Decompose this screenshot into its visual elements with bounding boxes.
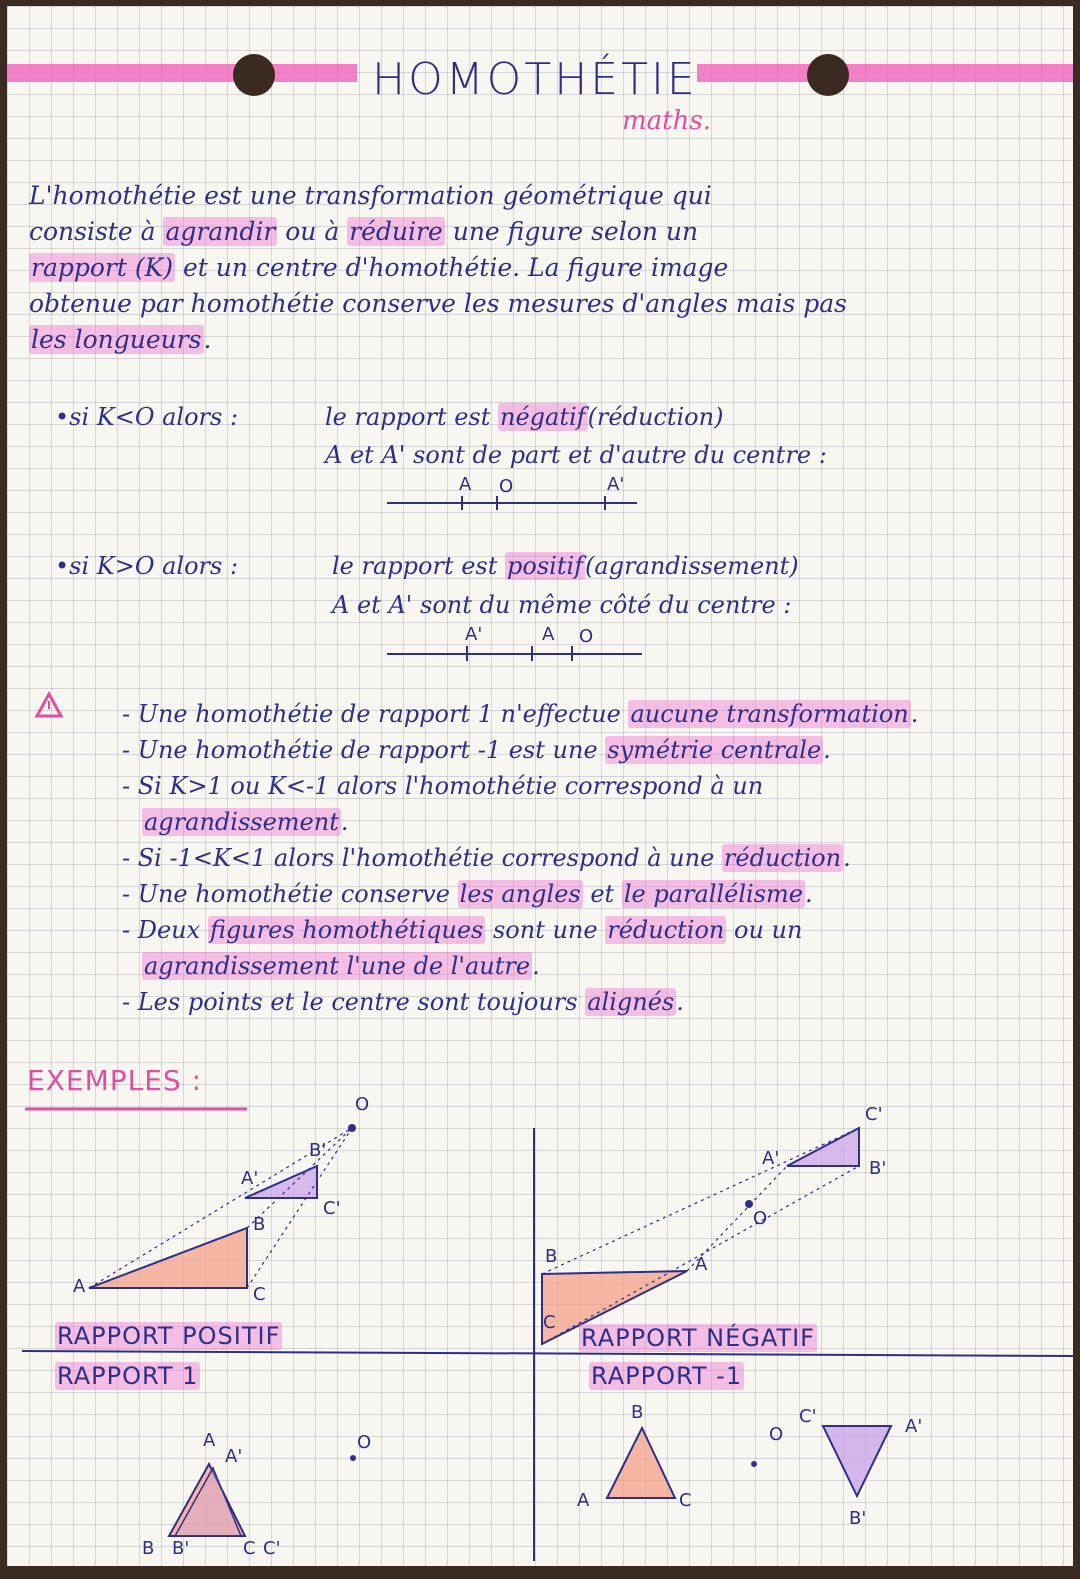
note-line: - Si K>1 ou K<-1 alors l'homothétie correspond à un — [122, 772, 764, 800]
point-label: C' — [865, 1104, 883, 1125]
warning-triangle-icon — [37, 694, 61, 716]
horizontal-divider — [22, 1351, 1073, 1356]
triangle-ABC — [89, 1228, 247, 1288]
number-line-negative — [387, 496, 637, 510]
highlight: les angles — [459, 880, 581, 908]
point-label: C — [243, 1538, 256, 1559]
highlight: rapport (K) — [31, 253, 174, 282]
point-label: A' — [241, 1168, 259, 1189]
point-label: B' — [309, 1140, 327, 1161]
point-label: O — [753, 1208, 768, 1229]
highlight: le parallélisme — [623, 880, 803, 908]
triangle-A2B2C2 — [175, 1468, 241, 1536]
point-label-O: O — [579, 626, 594, 647]
highlight: aucune transformation — [630, 700, 909, 728]
point-label-A: A — [459, 474, 472, 495]
text: le rapport est — [332, 552, 506, 580]
point-label-A: A — [542, 624, 555, 645]
text: . — [532, 952, 540, 980]
point-label: C' — [799, 1406, 817, 1427]
text: sont une — [485, 916, 606, 944]
triangle-A2B2C2 — [787, 1128, 859, 1166]
caption-ratio-1 — [55, 1362, 200, 1390]
rule-positive-text2: A et A' sont du même côté du centre : — [332, 591, 792, 619]
text: une figure selon un — [444, 217, 699, 246]
text: consiste à — [29, 217, 164, 246]
text: . — [843, 844, 851, 872]
center-point-O — [751, 1461, 757, 1467]
point-label: C' — [263, 1538, 281, 1559]
text: (réduction) — [587, 403, 724, 431]
text: (agrandissement) — [585, 552, 799, 580]
point-label: C — [543, 1312, 556, 1333]
point-label-O: O — [499, 476, 514, 497]
point-label-A-prime: A' — [465, 624, 483, 645]
intro-line: obtenue par homothétie conserve les mesures d'angles mais pas — [29, 289, 847, 318]
text: . — [804, 880, 813, 908]
point-label: B — [545, 1246, 558, 1267]
point-label: O — [769, 1424, 784, 1445]
caption-negative — [579, 1324, 817, 1352]
point-label-A-prime: A' — [607, 474, 625, 495]
highlight: RAPPORT NÉGATIF — [581, 1324, 815, 1352]
highlight: réduire — [349, 217, 443, 246]
triangle-ABC — [607, 1428, 675, 1498]
point-label: B — [631, 1402, 644, 1423]
text: . — [340, 808, 349, 836]
point-label: A' — [762, 1148, 780, 1169]
point-label: C — [253, 1284, 266, 1305]
page-title: HOMOTHÉTIE — [372, 54, 698, 105]
text: ou un — [726, 916, 803, 944]
highlight: agrandissement — [144, 808, 339, 836]
highlight: positif — [507, 552, 584, 580]
text: . — [823, 736, 831, 764]
text: - Une homothétie de rapport -1 est une — [122, 736, 606, 764]
point-label: A' — [905, 1416, 923, 1437]
highlight: RAPPORT -1 — [591, 1362, 743, 1390]
text: - Une homothétie conserve — [122, 880, 458, 908]
construction-line — [542, 1128, 859, 1274]
point-label: C' — [323, 1198, 341, 1219]
examples-heading: EXEMPLES : — [27, 1064, 203, 1097]
point-label: A' — [225, 1446, 243, 1467]
text: . — [910, 700, 919, 728]
point-label: B' — [869, 1158, 887, 1179]
example-ratio-minus-1 — [607, 1426, 891, 1498]
highlight: agrandir — [165, 217, 276, 246]
point-label: C — [679, 1490, 692, 1511]
triangle-A2B2C2 — [823, 1426, 891, 1496]
notebook-page — [7, 6, 1073, 1566]
point-label: B' — [849, 1508, 867, 1529]
highlight: réduction — [723, 844, 842, 872]
subject-label: maths. — [622, 106, 711, 136]
caption-positive — [55, 1322, 282, 1350]
highlight: alignés — [587, 988, 675, 1016]
text: . — [676, 988, 684, 1016]
text: et — [582, 880, 622, 908]
highlight: figures homothétiques — [209, 916, 484, 944]
rule-negative-text2: A et A' sont de part et d'autre du centre : — [325, 441, 827, 469]
highlight: réduction — [607, 916, 725, 944]
center-point-O — [745, 1200, 753, 1208]
example-ratio-1 — [169, 1455, 356, 1536]
point-label: A — [695, 1254, 708, 1275]
point-label: B — [142, 1538, 155, 1559]
text: . — [203, 325, 212, 354]
text: - Les points et le centre sont toujours — [122, 988, 586, 1016]
highlight: agrandissement l'une de l'autre — [144, 952, 531, 980]
text: - Une homothétie de rapport 1 n'effectue — [122, 700, 629, 728]
highlight: RAPPORT POSITIF — [57, 1322, 281, 1350]
center-point-O — [348, 1124, 356, 1132]
center-point-O — [350, 1455, 356, 1461]
point-label: A — [577, 1490, 590, 1511]
text: ou à — [277, 217, 348, 246]
text: et un centre d'homothétie. La figure image — [175, 253, 729, 282]
point-label: B' — [172, 1538, 190, 1559]
text: - Si -1<K<1 alors l'homothétie correspond à une — [122, 844, 722, 872]
intro-line: L'homothétie est une transformation géométrique qui — [29, 181, 712, 210]
rule-negative-condition: •si K<O alors : — [55, 403, 239, 431]
point-label: O — [355, 1094, 370, 1115]
caption-ratio-minus-1 — [589, 1362, 744, 1390]
point-label: O — [357, 1432, 372, 1453]
highlight: négatif — [500, 403, 586, 431]
text: le rapport est — [325, 403, 499, 431]
text: - Deux — [122, 916, 208, 944]
highlight: symétrie centrale — [607, 736, 822, 764]
highlight: les longueurs — [31, 325, 202, 354]
example-negative — [542, 1128, 859, 1344]
highlight: RAPPORT 1 — [57, 1362, 199, 1390]
point-label: A — [73, 1276, 86, 1297]
point-label: B — [253, 1214, 266, 1235]
number-line-positive — [387, 646, 642, 661]
point-label: A — [203, 1430, 216, 1451]
rule-positive-condition: •si K>O alors : — [55, 552, 239, 580]
